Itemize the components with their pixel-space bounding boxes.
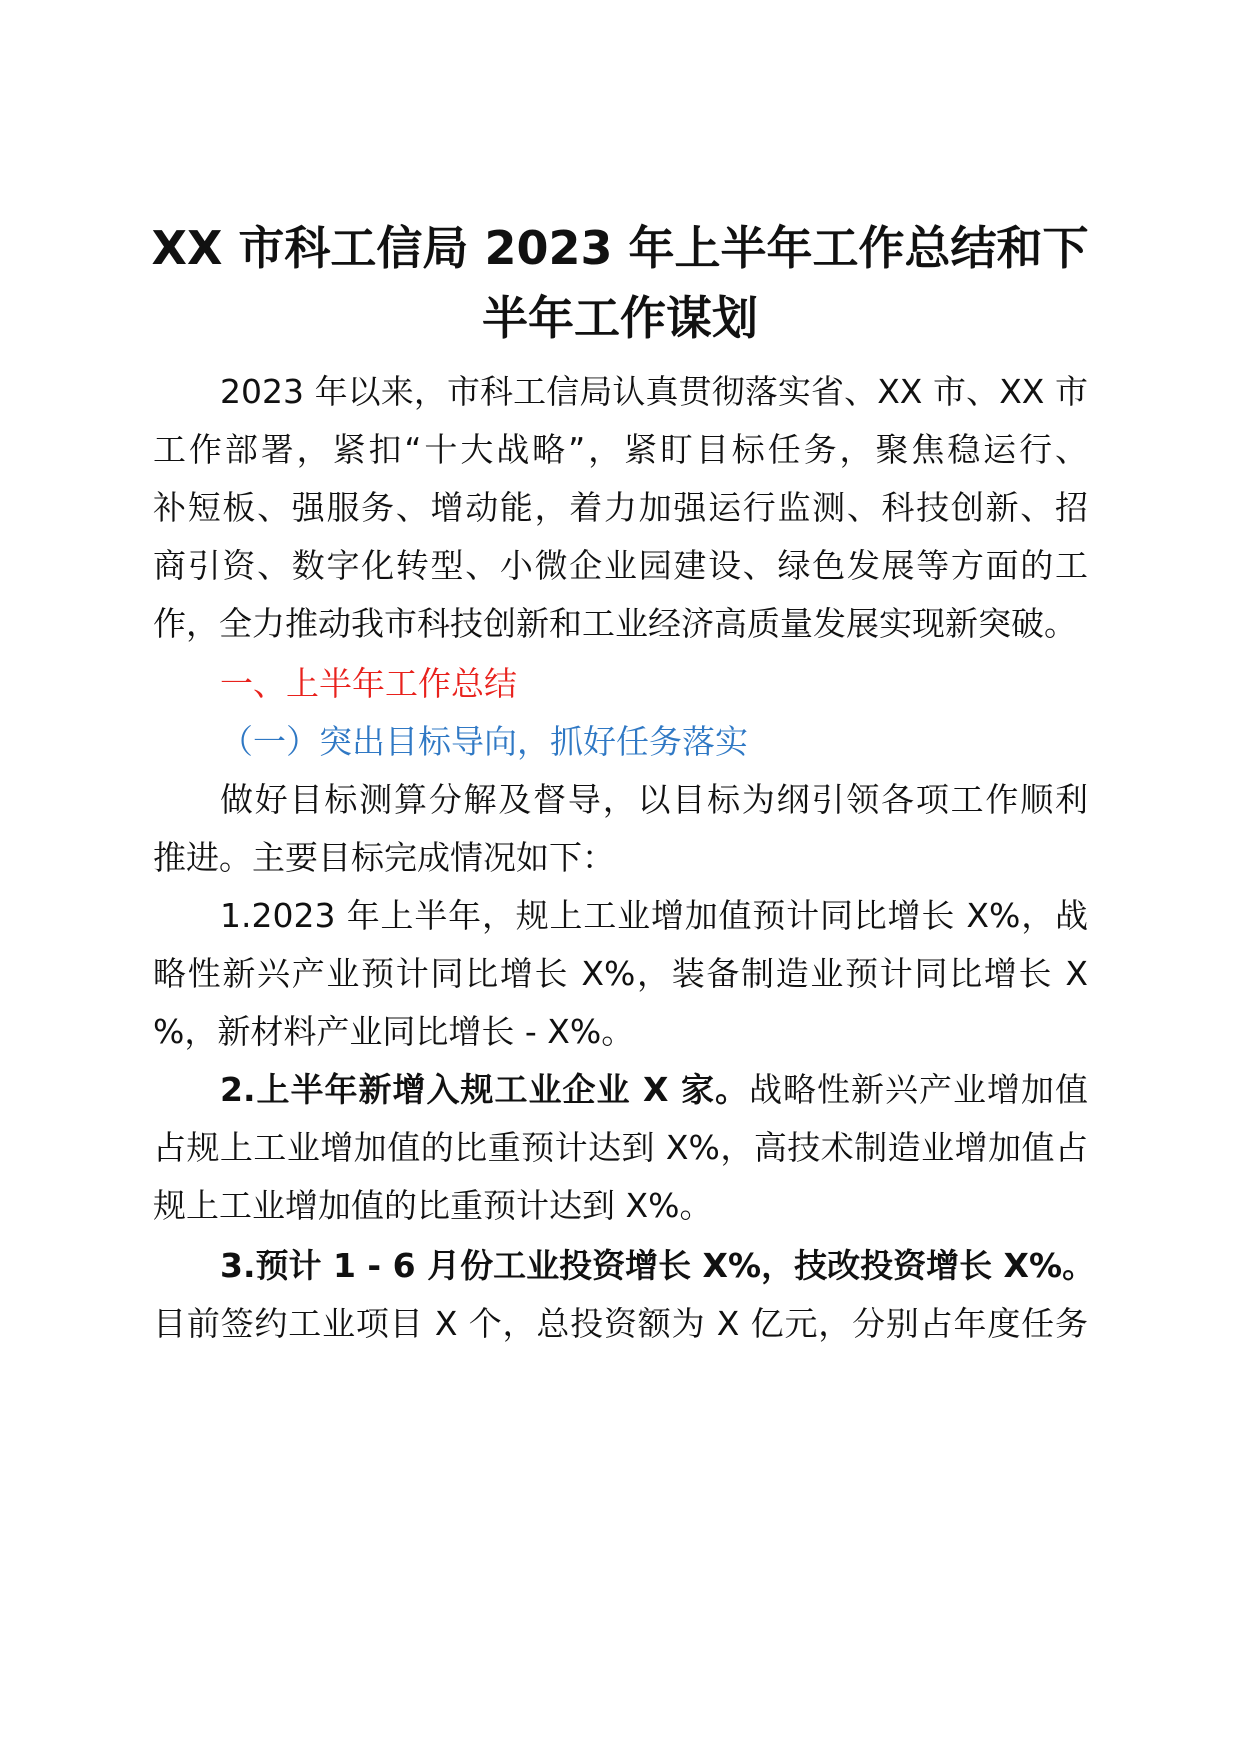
intro-line-4: 商引资、数字化转型、小微企业园建设、绿色发展等方面的工	[153, 546, 1088, 585]
item2-line-2: 占规上工业增加值的比重预计达到 X%，高技术制造业增加值占	[153, 1128, 1088, 1167]
item3-bold-lead: 3.预计 1 - 6 月份工业投资增长 X%，技改投资增长 X%。	[220, 1246, 1096, 1285]
intro-line-2: 工作部署，紧扣“十大战略”，紧盯目标任务，聚焦稳运行、	[153, 430, 1088, 469]
document-title-line-2: 半年工作谋划	[482, 291, 758, 345]
item3-line-2: 目前签约工业项目 X 个，总投资额为 X 亿元，分别占年度任务	[153, 1304, 1088, 1343]
item1-line-3: %，新材料产业同比增长 - X%。	[153, 1012, 635, 1051]
sub1-line-2: 推进。主要目标完成情况如下：	[153, 838, 615, 877]
intro-line-3: 补短板、强服务、增动能，着力加强运行监测、科技创新、招	[153, 488, 1088, 527]
section-heading-summary: 一、上半年工作总结	[220, 664, 517, 703]
item2-line-1	[153, 1068, 1088, 1112]
intro-line-1: 2023 年以来，市科工信局认真贯彻落实省、XX 市、XX 市	[220, 372, 1088, 411]
item1-line-2: 略性新兴产业预计同比增长 X%，装备制造业预计同比增长 X	[153, 954, 1088, 993]
document-title-line-1: XX 市科工信局 2023 年上半年工作总结和下	[151, 221, 1089, 275]
item2-bold-lead: 2.上半年新增入规工业企业 X 家。	[220, 1070, 749, 1109]
sub1-line-1: 做好目标测算分解及督导，以目标为纲引领各项工作顺利	[220, 780, 1088, 819]
intro-line-5: 作，全力推动我市科技创新和工业经济高质量发展实现新突破。	[153, 604, 1077, 643]
item1-line-1: 1.2023 年上半年，规上工业增加值预计同比增长 X%，战	[220, 896, 1088, 935]
item2-lead-rest: 战略性新兴产业增加值	[748, 1070, 1088, 1109]
subsection-heading-goal-oriented: （一）突出目标导向，抓好任务落实	[220, 722, 748, 761]
item2-line-3: 规上工业增加值的比重预计达到 X%。	[153, 1186, 713, 1225]
